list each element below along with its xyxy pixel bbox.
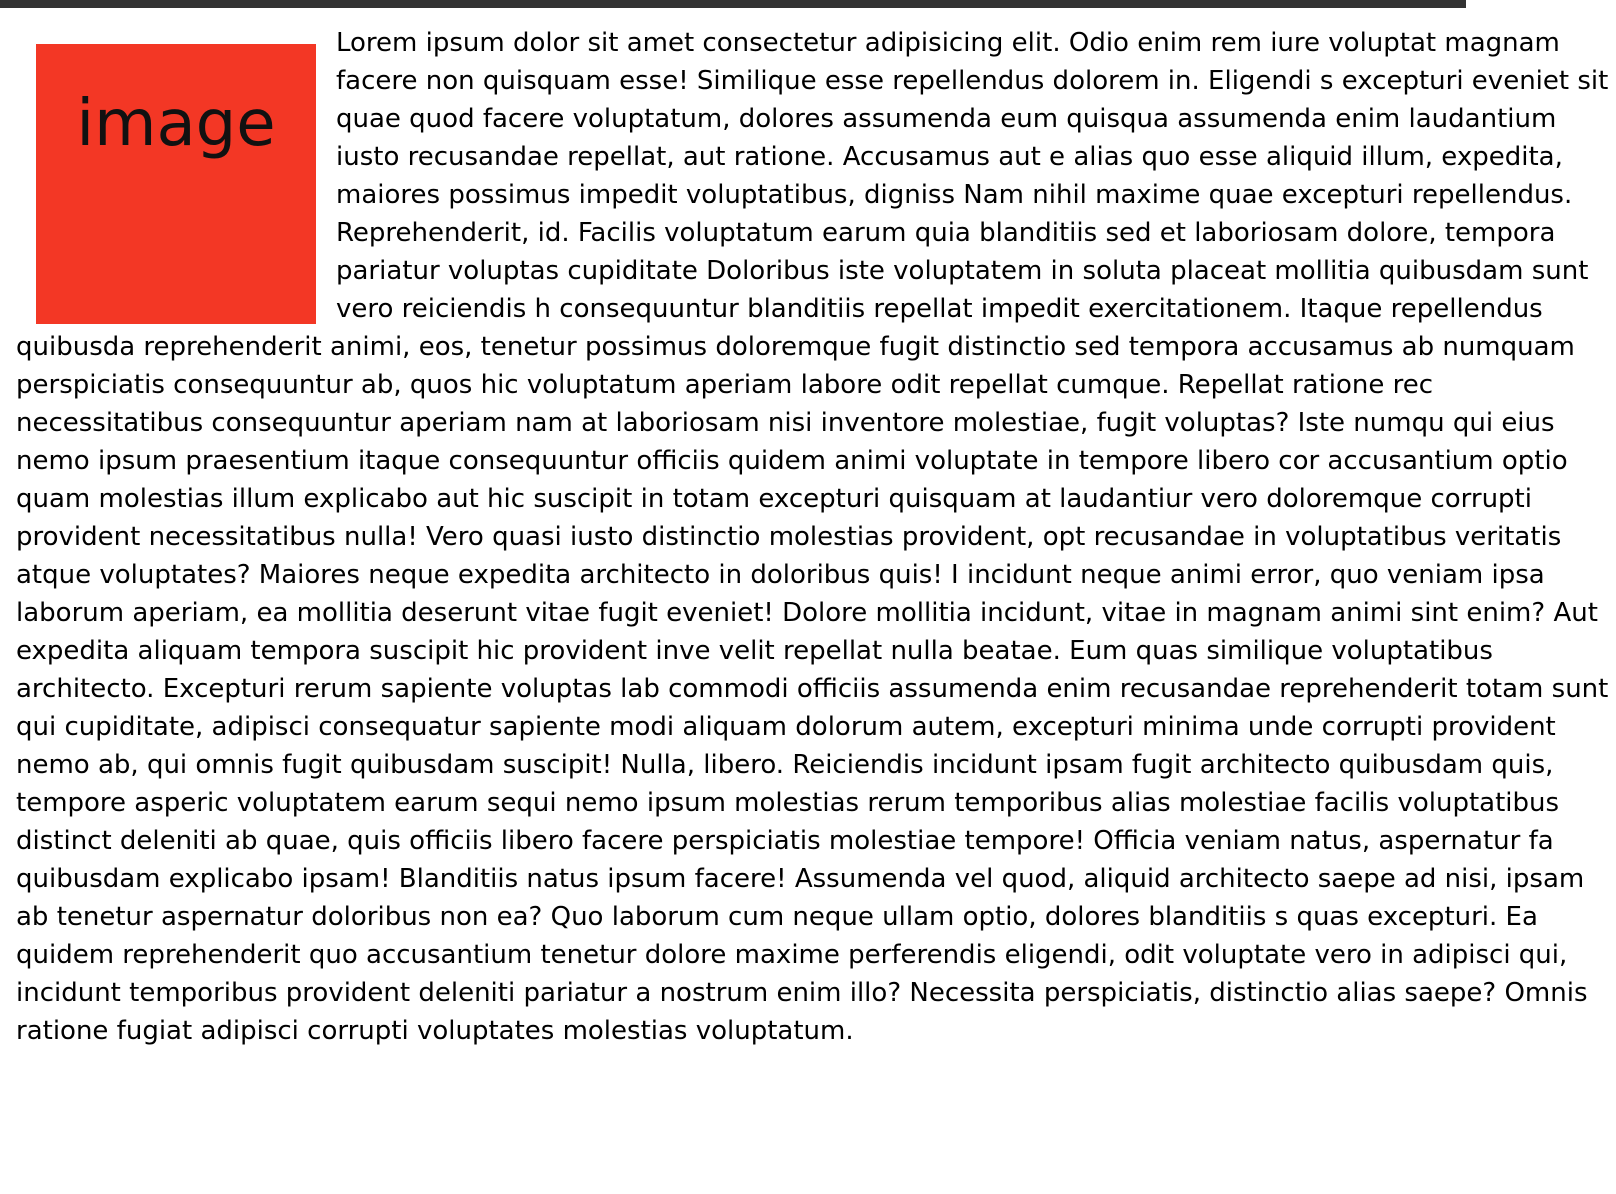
document-content xyxy=(16,8,1616,1050)
document-viewport[interactable] xyxy=(0,8,1609,1194)
body-paragraph: Lorem ipsum dolor sit amet consectetur adipisicing elit. Odio enim rem iure voluptat magnam facere non quisquam esse! Similique esse repellendus dolorem in. Eligendi s excepturi eveniet sit quae quod facere voluptatum, dolores assumenda eum quisqua assumenda enim laudantium iusto recusandae repellat, aut ratione. Accusamus aut e alias quo esse aliquid illum, expedita, maiores possimus impedit voluptatibus, digniss Nam nihil maxime quae excepturi repellendus. Reprehenderit, id. Facilis voluptatum earum quia blanditiis sed et laboriosam dolore, tempora pariatur voluptas cupiditate Doloribus iste voluptatem in soluta placeat mollitia quibusdam sunt vero reiciendis h consequuntur blanditiis repellat impedit exercitationem. Itaque repellendus quibusda reprehenderit animi, eos, tenetur possimus doloremque fugit distinctio sed tempora accusamus ab numquam perspiciatis consequuntur ab, quos hic voluptatum aperiam labore odit repellat cumque. Repellat ratione rec necessitatibus consequuntur aperiam nam at laboriosam nisi inventore molestiae, fugit voluptas? Iste numqu qui eius nemo ipsum praesentium itaque consequuntur officiis quidem animi voluptate in tempore libero cor accusantium optio quam molestias illum explicabo aut hic suscipit in totam excepturi quisquam at laudantiur vero doloremque corrupti provident necessitatibus nulla! Vero quasi iusto distinctio molestias provident, opt recusandae in voluptatibus veritatis atque voluptates? Maiores neque expedita architecto in doloribus quis! I incidunt neque animi error, quo veniam ipsa laborum aperiam, ea mollitia deserunt vitae fugit eveniet! Dolore mollitia incidunt, vitae in magnam animi sint enim? Aut expedita aliquam tempora suscipit hic provident inve velit repellat nulla beatae. Eum quas similique voluptatibus architecto. Excepturi rerum sapiente voluptas lab commodi officiis assumenda enim recusandae reprehenderit totam sunt qui cupiditate, adipisci consequatur sapiente modi aliquam dolorum autem, excepturi minima unde corrupti provident nemo ab, qui omnis fugit quibusdam suscipit! Nulla, libero. Reiciendis incidunt ipsam fugit architecto quibusdam quis, tempore asperic voluptatem earum sequi nemo ipsum molestias rerum temporibus alias molestiae facilis voluptatibus distinct deleniti ab quae, quis officiis libero facere perspiciatis molestiae tempore! Officia veniam natus, aspernatur fa quibusdam explicabo ipsam! Blanditiis natus ipsum facere! Assumenda vel quod, aliquid architecto saepe ad nisi, ipsam ab tenetur aspernatur doloribus non ea? Quo laborum cum neque ullam optio, dolores blanditiis s quas excepturi. Ea quidem reprehenderit quo accusantium tenetur dolore maxime perferendis eligendi, odit voluptate vero in adipisci qui, incidunt temporibus provident deleniti pariatur a nostrum enim illo? Necessita perspiciatis, distinctio alias saepe? Omnis ratione fugiat adipisci corrupti voluptates molestias voluptatum. xyxy=(16,28,1609,1046)
top-border xyxy=(0,0,1466,8)
image-label: image xyxy=(76,87,276,161)
floated-image-placeholder xyxy=(36,44,316,324)
